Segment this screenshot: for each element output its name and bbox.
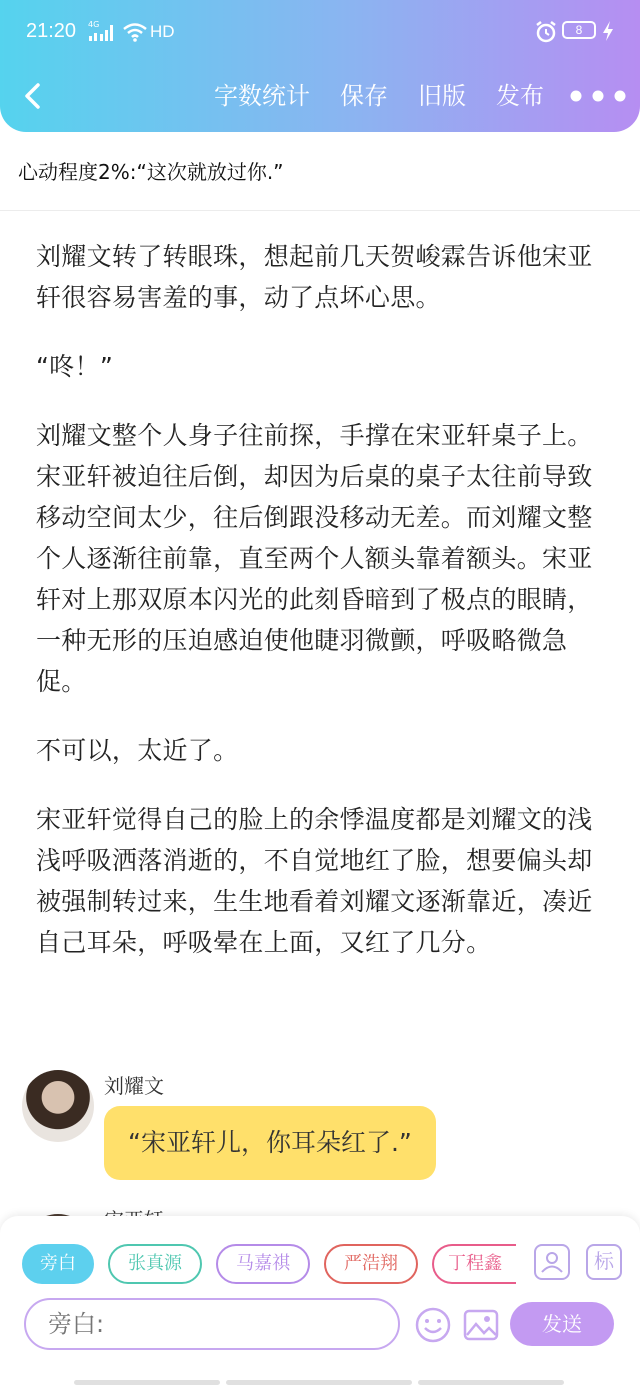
back-button[interactable] [16,78,52,114]
composer-panel [0,1216,640,1387]
charging-icon [602,20,614,46]
story-content[interactable] [36,236,614,991]
role-chip[interactable]: 张真源 [108,1244,202,1284]
person-icon [536,1246,568,1278]
save-button[interactable]: 保存 [340,82,388,110]
alarm-icon [534,20,558,48]
nav-bar [0,64,640,128]
chevron-left-icon [16,78,52,114]
role-chip[interactable]: 严浩翔 [324,1244,418,1284]
paragraph: 不可以，太近了。 [36,736,239,765]
network-label: 4G [88,20,100,29]
more-icon[interactable] [568,88,628,104]
publish-button[interactable]: 发布 [496,82,544,110]
status-time: 21:20 [26,20,77,42]
send-button[interactable]: 发送 [510,1302,614,1346]
emoji-icon[interactable] [414,1306,452,1344]
word-count-button[interactable]: 字数统计 [214,82,310,110]
wifi-icon [122,22,148,46]
old-version-button[interactable]: 旧版 [418,82,466,110]
home-indicator [226,1380,412,1385]
paragraph: 宋亚轩觉得自己的脸上的余悸温度都是刘耀文的浅浅呼吸洒落消逝的，不自觉地红了脸，想要偏头却被强制转过来，生生地看着刘耀文逐渐靠近，凑近自己耳朵，呼吸晕在上面，又红了几分。 [36,805,593,957]
paragraph: 刘耀文整个人身子往前探，手撑在宋亚轩桌子上。宋亚轩被迫往后倒，却因为后桌的桌子太往前导致移动空间太少，往后倒跟没移动无差。而刘耀文整个人逐渐往前靠，直至两个人额头靠着额头。宋亚轩对上那双原本闪光的此刻昏暗到了极点的眼睛，一种无形的压迫感迫使他睫羽微颤，呼吸略微急促。 [36,421,593,696]
dialog-message[interactable] [22,1070,622,1190]
image-icon[interactable] [462,1306,500,1344]
avatar [22,1070,94,1142]
paragraph: “咚！” [36,352,114,381]
speaker-name: 刘耀文 [104,1074,164,1098]
home-indicator [74,1380,220,1385]
dialog-bubble[interactable]: “宋亚轩儿，你耳朵红了.” [104,1106,436,1180]
role-chip[interactable]: 马嘉祺 [216,1244,310,1284]
divider [0,210,640,211]
app-header [0,0,640,132]
status-bar [0,0,640,64]
battery-icon: 8 [562,21,596,39]
chapter-title[interactable]: 心动程度2%:“这次就放过你.” [18,160,284,184]
hd-label: HD [150,22,175,41]
signal-icon [88,22,116,42]
home-indicator [418,1380,564,1385]
role-chip-narration[interactable]: 旁白 [22,1244,94,1284]
add-role-button[interactable] [534,1244,570,1280]
role-chip[interactable]: 丁程鑫 [432,1244,516,1284]
paragraph: 刘耀文转了转眼珠，想起前几天贺峻霖告诉他宋亚轩很容易害羞的事，动了点坏心思。 [36,242,593,312]
tag-button[interactable]: 标 [586,1244,622,1280]
narration-input[interactable] [24,1298,400,1350]
